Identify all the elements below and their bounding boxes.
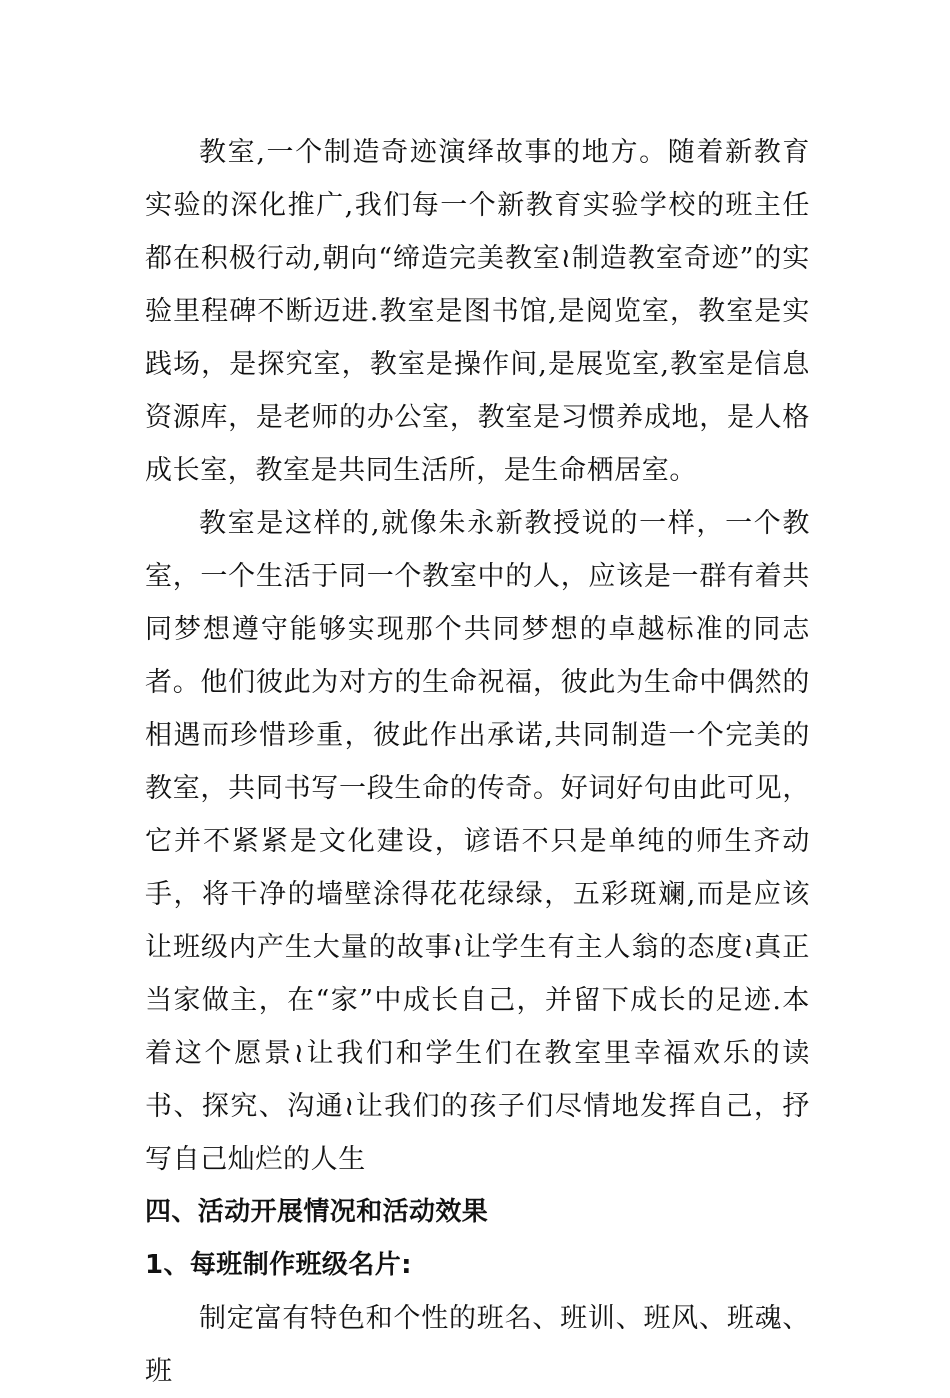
body-paragraph-2: 教室是这样的,就像朱永新教授说的一样，一个教室，一个生活于同一个教室中的人，应该是一群有着共同梦想遵守能够实现那个共同梦想的卓越标准的同志者。他们彼此为对方的生命祝福，彼此为生命中偶然的相遇而珍惜珍重，彼此作出承诺,共同制造一个完美的教室，共同书写一段生命的传奇。好词好句由此可见，它并不紧紧是文化建设，谚语不只是单纯的师生齐动手，将干净的墙壁涂得花花绿绿，五彩斑斓,而是应该让班级内产生大量的故事≀让学生有主人翁的态度≀真正当家做主，在“家”中成长自己，并留下成长的足迹.本着这个愿景≀让我们和学生们在教室里幸福欢乐的读书、探究、沟通≀让我们的孩子们尽情地发挥自己，抒写自己灿烂的人生: [145, 508, 810, 1175]
document-body: [145, 126, 810, 1398]
body-paragraph-3: 制定富有特色和个性的班名、班训、班风、班魂、班: [145, 1303, 810, 1387]
section-heading: 四、活动开展情况和活动效果: [145, 1197, 489, 1227]
body-paragraph-1: 教室,一个制造奇迹演绎故事的地方。随着新教育实验的深化推广,我们每一个新教育实验学校的班主任都在积极行动,朝向“缔造完美教室≀制造教室奇迹”的实验里程碑不断迈进.教室是图书馆,是阅览室，教室是实践场，是探究室，教室是操作间,是展览室,教室是信息资源库，是老师的办公室，教室是习惯养成地，是人格成长室，教室是共同生活所，是生命栖居室。: [145, 137, 810, 486]
subsection-heading: 1、每班制作班级名片:: [145, 1250, 412, 1280]
